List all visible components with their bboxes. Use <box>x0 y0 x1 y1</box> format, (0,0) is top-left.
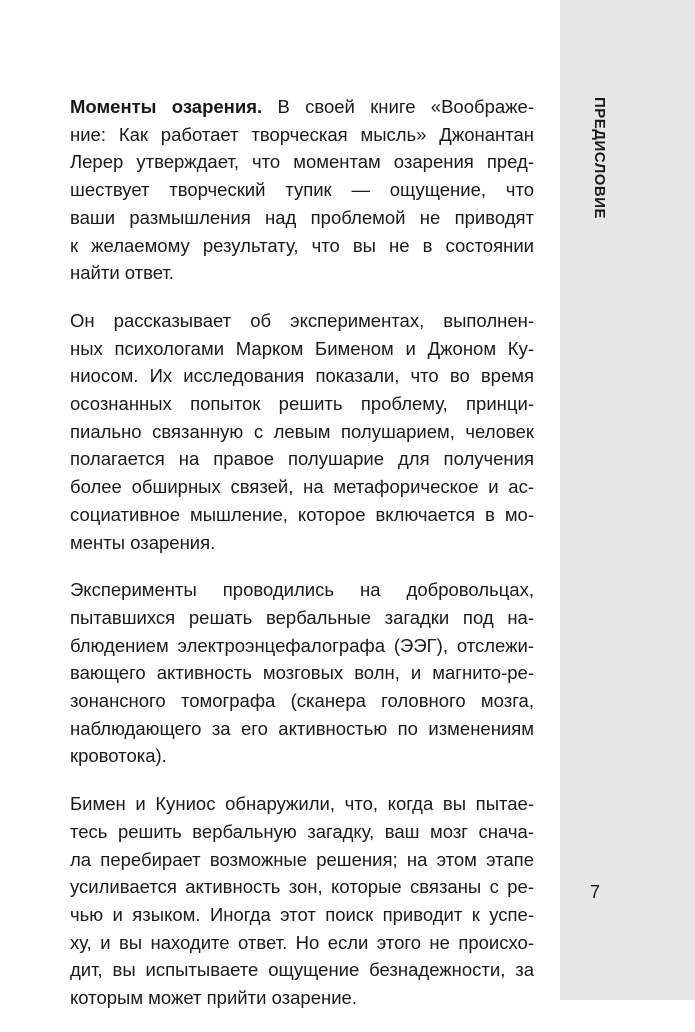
text-line: блюдением электроэнцефалографа (ЭЭГ), отслежи- <box>70 634 534 656</box>
text-line: пиально связанную с левым полушарием, человек <box>70 420 534 442</box>
text-line: шествует творческий тупик — ощущение, что <box>70 179 534 201</box>
text-line: Моменты озарения. В своей книге «Воображе- <box>70 96 534 117</box>
text-line: зонансного томографа (сканера головного мозга, <box>70 690 534 712</box>
paragraph <box>70 307 534 556</box>
paragraph-lead: Моменты озарения. <box>70 96 263 117</box>
text-line: Лерер утверждает, что моментам озарения пред- <box>70 151 534 173</box>
text-line: тесь решить вербальную загадку, ваш мозг снача- <box>70 820 534 842</box>
text-line: ных психологами Марком Бименом и Джоном Ку- <box>70 337 534 359</box>
page-number: 7 <box>590 882 601 902</box>
text-line: наблюдающего за его активностью по изменениям <box>70 717 534 739</box>
paragraph <box>70 790 534 1012</box>
text-line: ние: Как работает творческая мысль» Джонантан <box>70 123 534 145</box>
text-line: Он рассказывает об экспериментах, выполнен- <box>70 309 534 331</box>
text-line: ваши размышления над проблемой не приводят <box>70 206 534 228</box>
text-line: менты озарения. <box>70 531 216 553</box>
text-line: найти ответ. <box>70 262 174 284</box>
text-line: полагается на правое полушарие для получения <box>70 448 534 470</box>
text-line: пытавшихся решать вербальные загадки под на- <box>70 606 534 628</box>
text-line: кровотока). <box>70 745 167 767</box>
body-text <box>70 93 534 1032</box>
text-line: ниосом. Их исследования показали, что во время <box>70 365 534 387</box>
text-line: ла перебирает возможные решения; на этом этапе <box>70 848 534 870</box>
text-line: которым может прийти озарение. <box>70 987 357 1009</box>
text-line: вающего активность мозговых волн, и магнито-ре- <box>70 662 534 684</box>
text-line: усиливается активность зон, которые связаны с ре- <box>70 876 534 898</box>
running-header: ПРЕДИСЛОВИЕ <box>591 97 608 220</box>
paragraph <box>70 576 534 770</box>
text-line: чью и языком. Иногда этот поиск приводит к успе- <box>70 903 534 925</box>
text-line: Бимен и Куниос обнаружили, что, когда вы пытае- <box>70 793 534 815</box>
text-line: социативное мышление, которое включается в мо- <box>70 503 534 525</box>
text-line: дит, вы испытываете ощущение безнадежности, за <box>70 959 534 981</box>
text-line: осознанных попыток решить проблему, принци- <box>70 393 534 415</box>
side-margin-band <box>560 0 695 1000</box>
text-line: Эксперименты проводились на добровольцах, <box>70 579 534 601</box>
paragraph <box>70 93 534 287</box>
text-line: ху, и вы находите ответ. Но если этого не происхо- <box>70 931 534 953</box>
text-line: более обширных связей, на метафорическое и ас- <box>70 476 534 498</box>
text-line: к желаемому результату, что вы не в состоянии <box>70 234 534 256</box>
